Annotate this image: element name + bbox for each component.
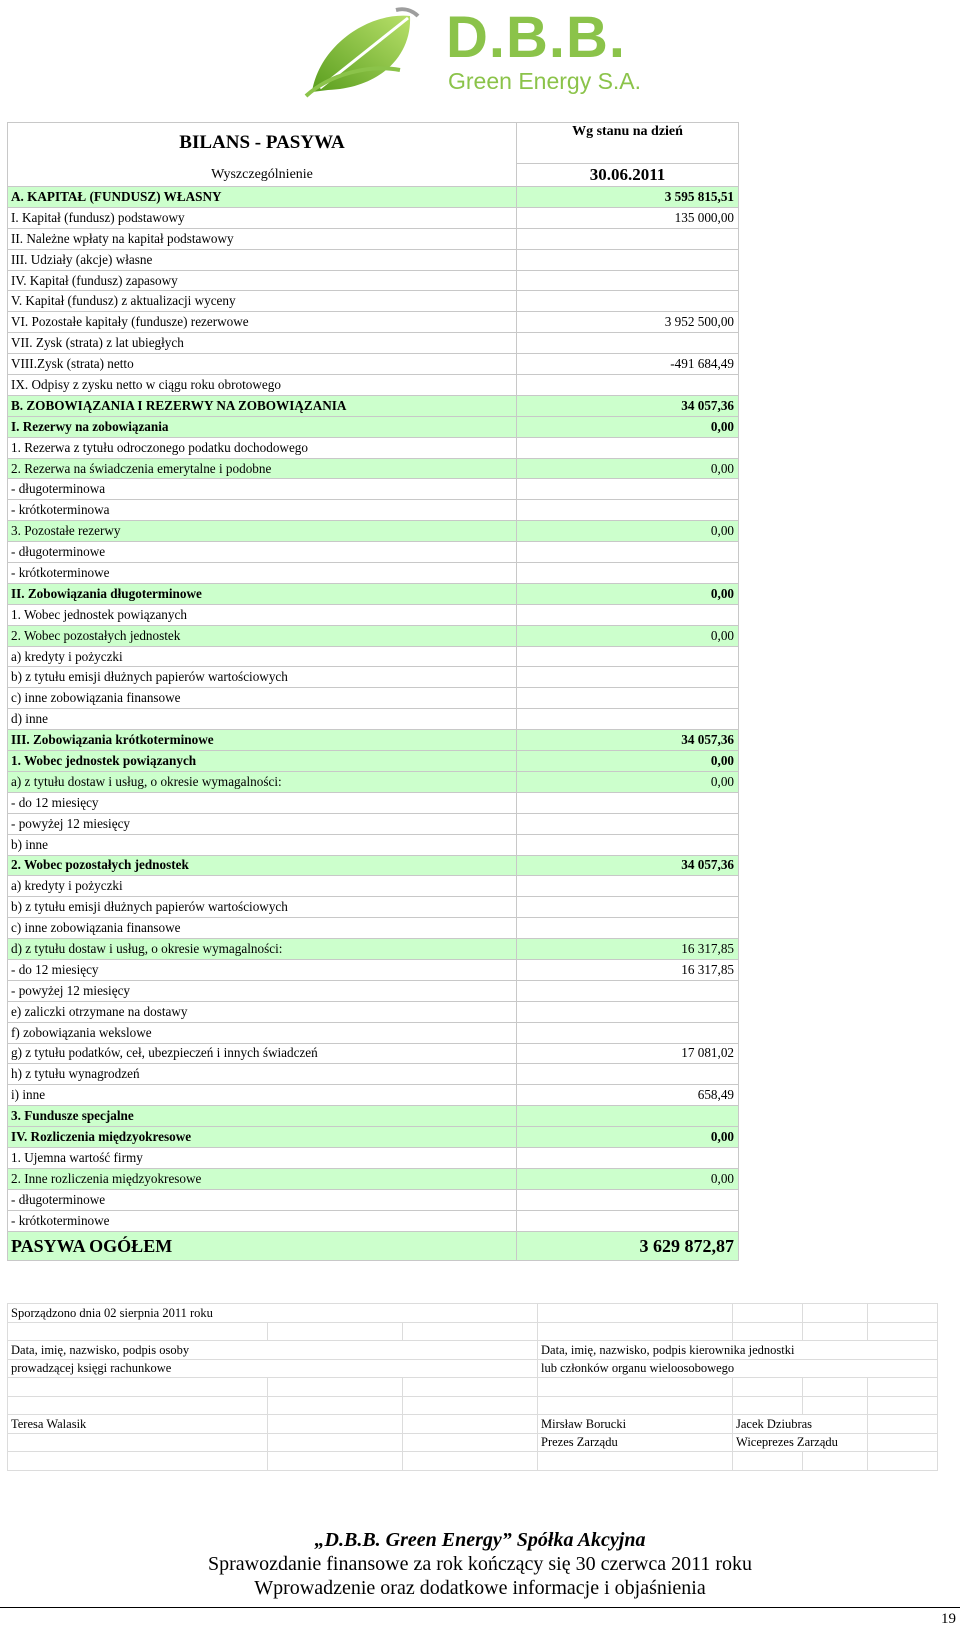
row-label: c) inne zobowiązania finansowe	[8, 688, 517, 709]
balance-row	[8, 625, 739, 646]
page-number: 19	[941, 1611, 956, 1627]
row-value: 0,00	[517, 751, 739, 772]
row-value: 658,49	[517, 1085, 739, 1106]
balance-date: 30.06.2011	[517, 164, 739, 187]
row-value	[517, 1147, 739, 1168]
row-label: VII. Zysk (strata) z lat ubiegłych	[8, 333, 517, 354]
balance-row	[8, 1189, 739, 1210]
balance-header-row	[8, 123, 739, 164]
logo-subtitle: Green Energy S.A.	[448, 68, 642, 94]
row-value: 3 595 815,51	[517, 187, 739, 208]
row-value	[517, 291, 739, 312]
balance-table	[7, 122, 739, 1261]
balance-row	[8, 1147, 739, 1168]
balance-row	[8, 1127, 739, 1148]
sig-row	[8, 1322, 938, 1341]
balance-row	[8, 1168, 739, 1189]
balance-row	[8, 291, 739, 312]
row-value: -491 684,49	[517, 354, 739, 375]
row-value: 0,00	[517, 771, 739, 792]
balance-row	[8, 416, 739, 437]
row-value: 34 057,36	[517, 395, 739, 416]
signature-table	[7, 1303, 938, 1471]
balance-row	[8, 500, 739, 521]
row-value	[517, 604, 739, 625]
balance-row	[8, 1064, 739, 1085]
balance-row	[8, 228, 739, 249]
sig-row	[8, 1415, 938, 1434]
row-value: 34 057,36	[517, 730, 739, 751]
sig-row	[8, 1396, 938, 1415]
row-label: 3. Fundusze specjalne	[8, 1106, 517, 1127]
row-value	[517, 249, 739, 270]
row-value: 0,00	[517, 583, 739, 604]
footer-rule	[0, 1607, 960, 1608]
balance-row	[8, 1106, 739, 1127]
leaf-icon	[300, 4, 450, 100]
row-label: g) z tytułu podatków, ceł, ubezpieczeń i innych świadczeń	[8, 1043, 517, 1064]
row-label: IX. Odpisy z zysku netto w ciągu roku obrotowego	[8, 375, 517, 396]
row-label: e) zaliczki otrzymane na dostawy	[8, 1001, 517, 1022]
page-footer	[0, 1528, 960, 1600]
balance-subheader-row	[8, 164, 739, 187]
footer-report-title: Sprawozdanie finansowe za rok kończący się 30 czerwca 2011 roku	[207, 1553, 753, 1575]
row-label: - krótkoterminowe	[8, 563, 517, 584]
balance-row	[8, 1001, 739, 1022]
row-value: 0,00	[517, 521, 739, 542]
row-label: - krótkoterminowe	[8, 1210, 517, 1231]
row-label: - długoterminowa	[8, 479, 517, 500]
row-label: b) z tytułu emisji dłużnych papierów wartościowych	[8, 667, 517, 688]
row-label: 1. Wobec jednostek powiązanych	[8, 604, 517, 625]
balance-row	[8, 646, 739, 667]
balance-row	[8, 897, 739, 918]
row-label: a) z tytułu dostaw i usług, o okresie wymagalności:	[8, 771, 517, 792]
row-value: 0,00	[517, 458, 739, 479]
president-name: Mirsław Borucki	[538, 1415, 733, 1434]
balance-row	[8, 939, 739, 960]
sig-row	[8, 1433, 938, 1452]
balance-row	[8, 792, 739, 813]
vice-president-name: Jacek Dziubras	[733, 1415, 868, 1434]
row-value: 34 057,36	[517, 855, 739, 876]
row-value: 16 317,85	[517, 959, 739, 980]
balance-row	[8, 354, 739, 375]
row-value	[517, 1210, 739, 1231]
row-value: 0,00	[517, 416, 739, 437]
balance-row	[8, 1210, 739, 1231]
row-value	[517, 834, 739, 855]
balance-row	[8, 876, 739, 897]
row-value	[517, 479, 739, 500]
row-value	[517, 563, 739, 584]
row-label: a) kredyty i pożyczki	[8, 876, 517, 897]
sig-row	[8, 1359, 938, 1378]
row-value	[517, 1106, 739, 1127]
row-label: II. Należne wpłaty na kapitał podstawowy	[8, 228, 517, 249]
row-label: b) z tytułu emisji dłużnych papierów wartościowych	[8, 897, 517, 918]
row-value: 0,00	[517, 625, 739, 646]
company-logo	[300, 4, 660, 100]
row-value	[517, 375, 739, 396]
balance-row	[8, 521, 739, 542]
balance-row	[8, 1043, 739, 1064]
row-label: IV. Rozliczenia międzyokresowe	[8, 1127, 517, 1148]
balance-row	[8, 771, 739, 792]
row-label: - do 12 miesięcy	[8, 959, 517, 980]
row-label: - powyżej 12 miesięcy	[8, 980, 517, 1001]
accountant-caption-2: prowadzącej księgi rachunkowe	[8, 1359, 538, 1378]
row-label: V. Kapitał (fundusz) z aktualizacji wyceny	[8, 291, 517, 312]
row-label: 1. Wobec jednostek powiązanych	[8, 751, 517, 772]
row-label: f) zobowiązania wekslowe	[8, 1022, 517, 1043]
balance-row	[8, 395, 739, 416]
row-value	[517, 333, 739, 354]
row-value	[517, 897, 739, 918]
row-value	[517, 688, 739, 709]
balance-row	[8, 479, 739, 500]
balance-row	[8, 563, 739, 584]
row-label: I. Kapitał (fundusz) podstawowy	[8, 207, 517, 228]
row-label: VIII.Zysk (strata) netto	[8, 354, 517, 375]
balance-row	[8, 187, 739, 208]
balance-row	[8, 667, 739, 688]
footer-section: Wprowadzenie oraz dodatkowe informacje i objaśnienia	[254, 1577, 706, 1599]
balance-row	[8, 855, 739, 876]
row-label: III. Udziały (akcje) własne	[8, 249, 517, 270]
row-value	[517, 792, 739, 813]
total-label: PASYWA OGÓŁEM	[8, 1231, 517, 1260]
row-label: - do 12 miesięcy	[8, 792, 517, 813]
balance-row	[8, 709, 739, 730]
balance-row	[8, 270, 739, 291]
manager-caption-2: lub członków organu wieloosobowego	[538, 1359, 938, 1378]
balance-row	[8, 312, 739, 333]
row-label: 2. Wobec pozostałych jednostek	[8, 625, 517, 646]
balance-row	[8, 458, 739, 479]
spec-label: Wyszczególnienie	[8, 164, 517, 187]
accountant-name: Teresa Walasik	[8, 1415, 268, 1434]
row-label: h) z tytułu wynagrodzeń	[8, 1064, 517, 1085]
prepared-date: Sporządzono dnia 02 sierpnia 2011 roku	[8, 1304, 538, 1323]
row-label: III. Zobowiązania krótkoterminowe	[8, 730, 517, 751]
row-value	[517, 228, 739, 249]
row-label: i) inne	[8, 1085, 517, 1106]
row-value: 3 952 500,00	[517, 312, 739, 333]
row-value	[517, 813, 739, 834]
manager-caption-1: Data, imię, nazwisko, podpis kierownika jednostki	[538, 1341, 938, 1360]
balance-row	[8, 333, 739, 354]
balance-row	[8, 751, 739, 772]
balance-row	[8, 980, 739, 1001]
row-label: a) kredyty i pożyczki	[8, 646, 517, 667]
row-value	[517, 437, 739, 458]
state-label: Wg stanu na dzień	[517, 123, 739, 164]
balance-row	[8, 1085, 739, 1106]
row-label: - długoterminowe	[8, 1189, 517, 1210]
row-label: - krótkoterminowa	[8, 500, 517, 521]
row-label: d) inne	[8, 709, 517, 730]
row-label: A. KAPITAŁ (FUNDUSZ) WŁASNY	[8, 187, 517, 208]
balance-row	[8, 813, 739, 834]
row-value	[517, 1189, 739, 1210]
president-role: Prezes Zarządu	[538, 1433, 733, 1452]
sig-row	[8, 1304, 938, 1323]
sig-row	[8, 1378, 938, 1397]
balance-row	[8, 375, 739, 396]
balance-row	[8, 1022, 739, 1043]
row-label: 2. Rezerwa na świadczenia emerytalne i podobne	[8, 458, 517, 479]
sig-row	[8, 1341, 938, 1360]
row-label: 2. Inne rozliczenia międzyokresowe	[8, 1168, 517, 1189]
total-row	[8, 1231, 739, 1260]
row-value: 135 000,00	[517, 207, 739, 228]
balance-row	[8, 918, 739, 939]
row-value	[517, 270, 739, 291]
row-label: 1. Ujemna wartość firmy	[8, 1147, 517, 1168]
footer-company: „D.B.B. Green Energy” Spółka Akcyjna	[314, 1529, 646, 1551]
row-value	[517, 876, 739, 897]
balance-row	[8, 249, 739, 270]
row-value: 16 317,85	[517, 939, 739, 960]
row-label: B. ZOBOWIĄZANIA I REZERWY NA ZOBOWIĄZANIA	[8, 395, 517, 416]
balance-row	[8, 688, 739, 709]
total-value: 3 629 872,87	[517, 1231, 739, 1260]
row-value	[517, 709, 739, 730]
row-value	[517, 1022, 739, 1043]
row-label: VI. Pozostałe kapitały (fundusze) rezerwowe	[8, 312, 517, 333]
row-value	[517, 918, 739, 939]
row-label: - powyżej 12 miesięcy	[8, 813, 517, 834]
row-label: 3. Pozostałe rezerwy	[8, 521, 517, 542]
row-value	[517, 667, 739, 688]
balance-row	[8, 604, 739, 625]
row-label: b) inne	[8, 834, 517, 855]
row-label: c) inne zobowiązania finansowe	[8, 918, 517, 939]
row-label: - długoterminowe	[8, 542, 517, 563]
row-label: IV. Kapitał (fundusz) zapasowy	[8, 270, 517, 291]
accountant-caption-1: Data, imię, nazwisko, podpis osoby	[8, 1341, 538, 1360]
balance-row	[8, 834, 739, 855]
balance-row	[8, 542, 739, 563]
row-value	[517, 980, 739, 1001]
balance-title: BILANS - PASYWA	[8, 123, 517, 164]
row-value	[517, 1064, 739, 1085]
logo-name: D.B.B.	[446, 5, 626, 70]
balance-row	[8, 583, 739, 604]
row-label: 1. Rezerwa z tytułu odroczonego podatku dochodowego	[8, 437, 517, 458]
balance-row	[8, 730, 739, 751]
balance-row	[8, 959, 739, 980]
sig-row	[8, 1452, 938, 1471]
row-value: 0,00	[517, 1168, 739, 1189]
row-value: 17 081,02	[517, 1043, 739, 1064]
row-value	[517, 500, 739, 521]
vice-president-role: Wiceprezes Zarządu	[733, 1433, 868, 1452]
row-value	[517, 646, 739, 667]
balance-row	[8, 207, 739, 228]
row-label: I. Rezerwy na zobowiązania	[8, 416, 517, 437]
balance-row	[8, 437, 739, 458]
row-value: 0,00	[517, 1127, 739, 1148]
row-value	[517, 542, 739, 563]
row-label: d) z tytułu dostaw i usług, o okresie wymagalności:	[8, 939, 517, 960]
row-label: II. Zobowiązania długoterminowe	[8, 583, 517, 604]
row-value	[517, 1001, 739, 1022]
row-label: 2. Wobec pozostałych jednostek	[8, 855, 517, 876]
